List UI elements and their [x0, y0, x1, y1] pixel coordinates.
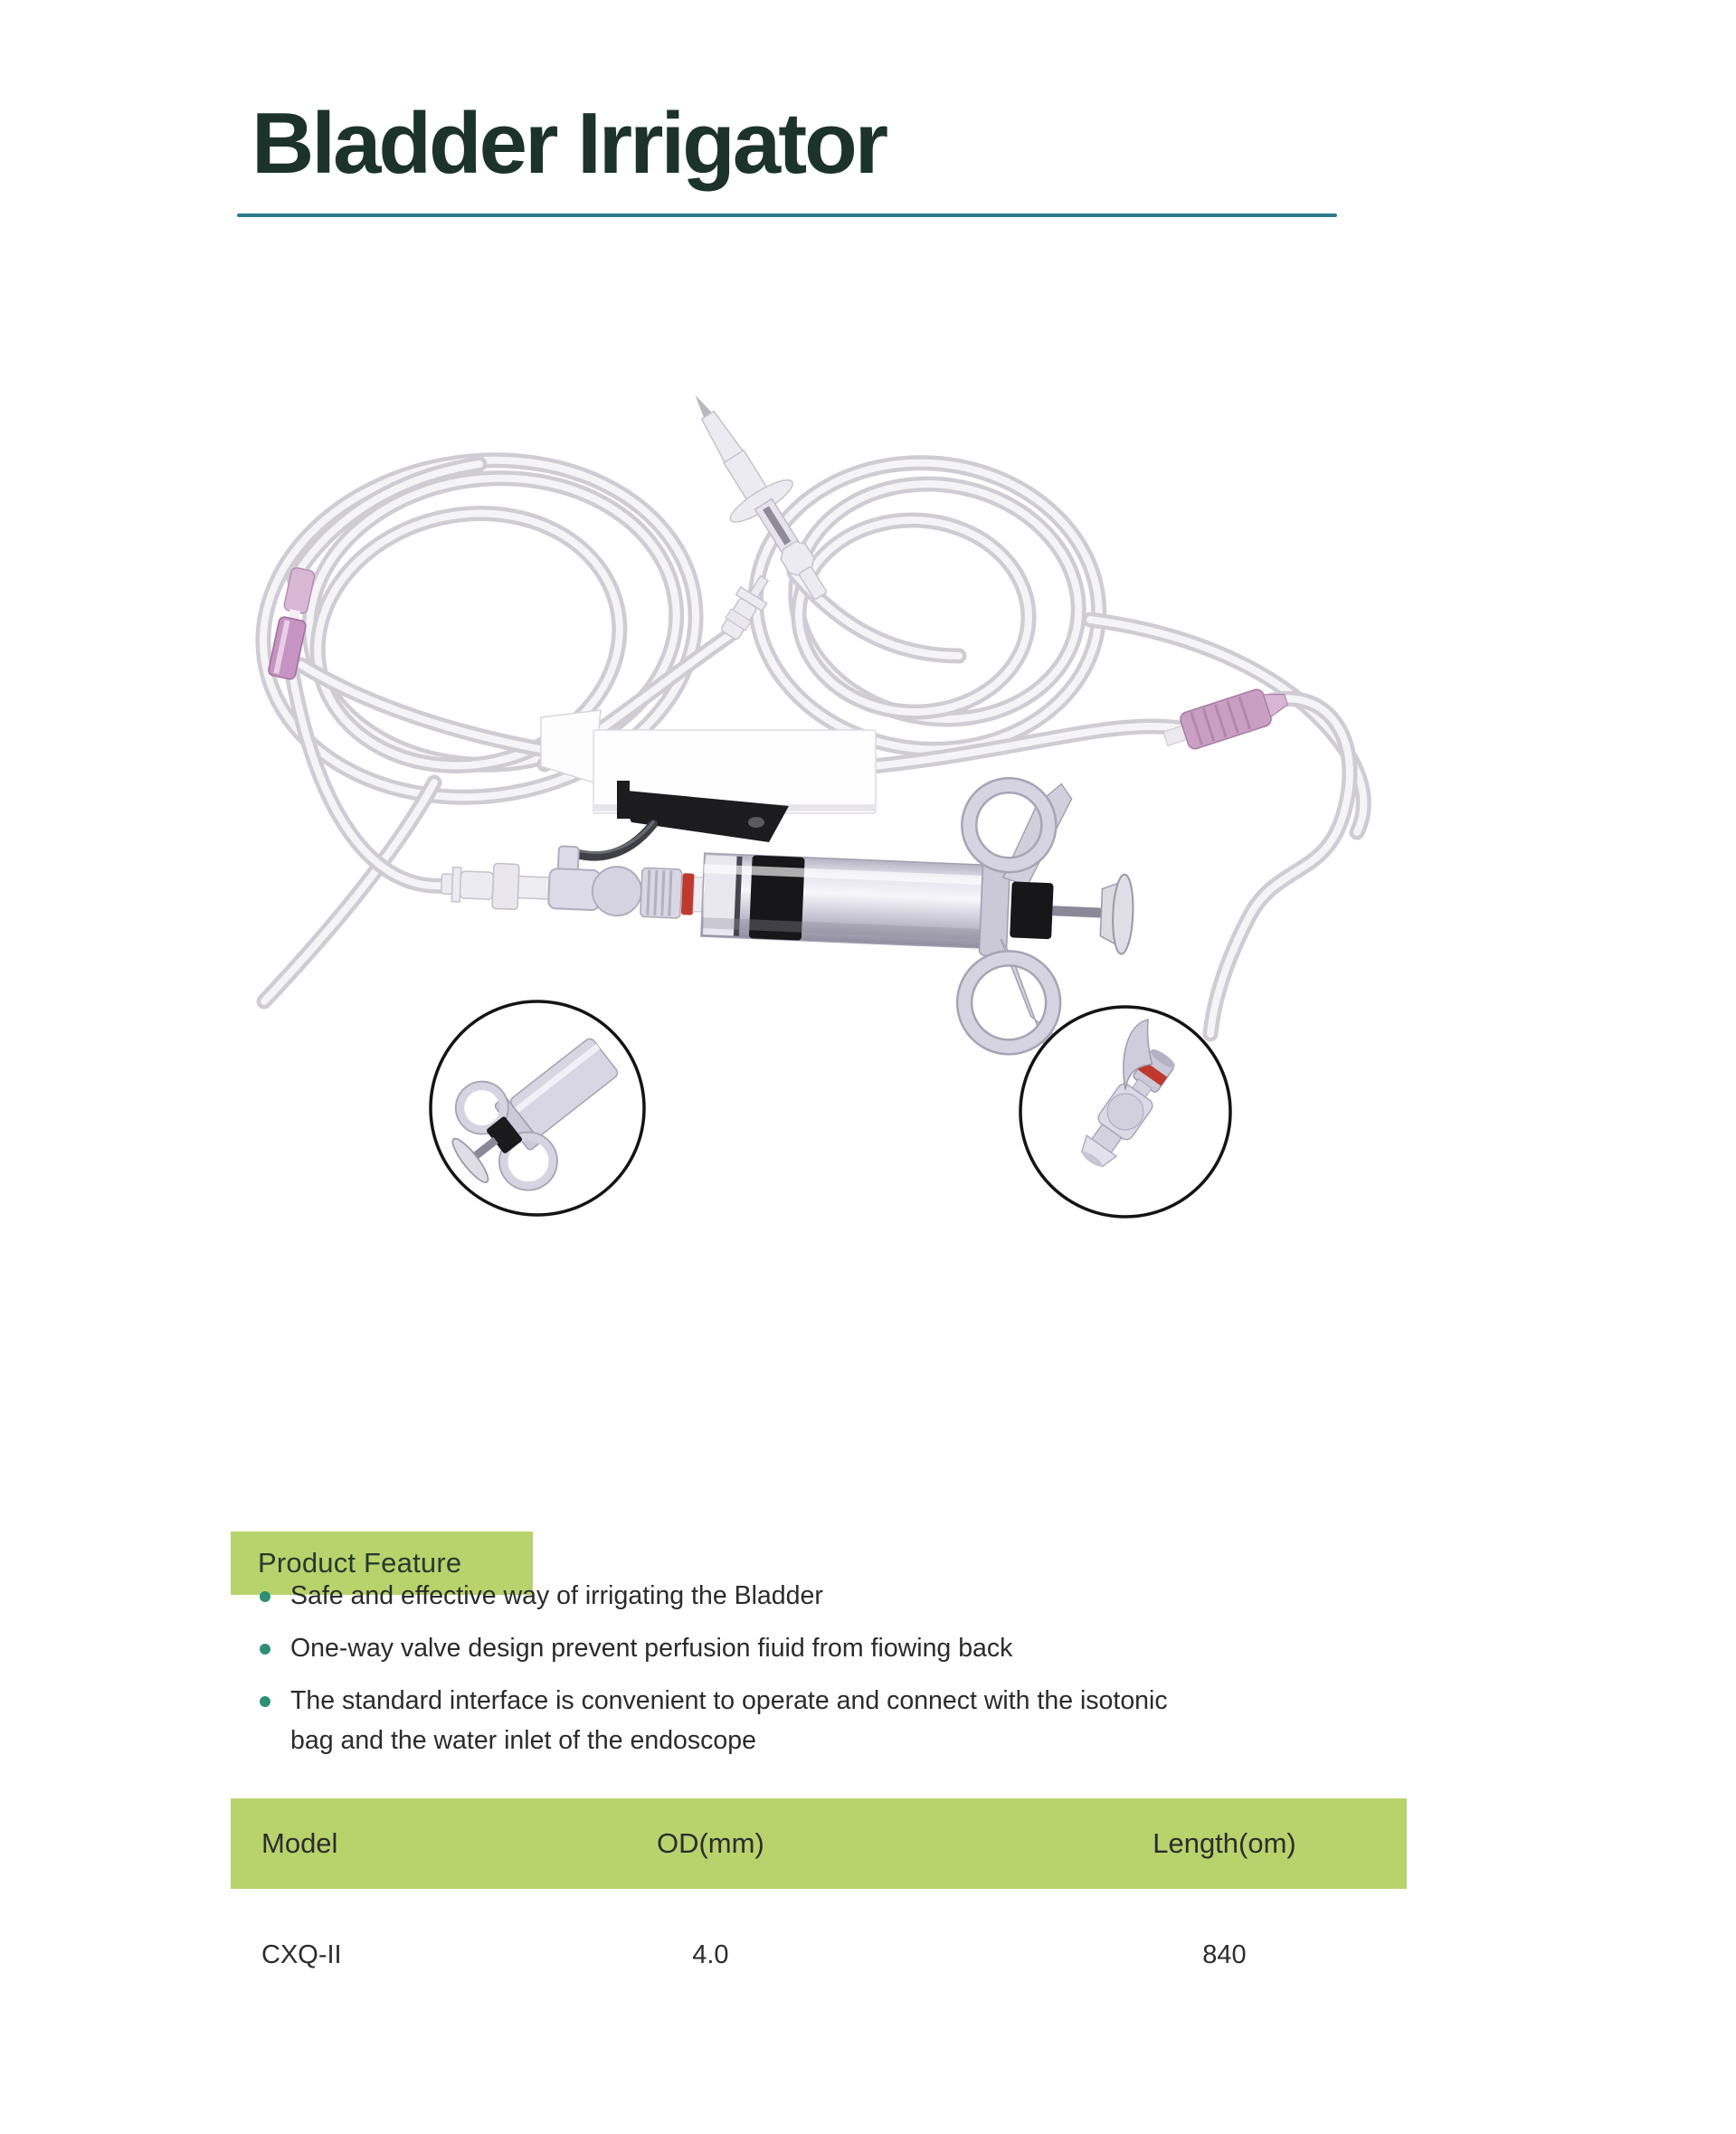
cell-model: CXQ-II [261, 1940, 342, 1969]
product-image [208, 357, 1393, 1271]
pinch-clamp [541, 710, 876, 857]
column-header-od: OD(mm) [656, 1827, 764, 1859]
column-header-model: Model [261, 1827, 338, 1859]
column-header-length: Length(om) [1153, 1827, 1296, 1859]
male-luer-connector [716, 570, 777, 643]
detail-callout-valve [1020, 1007, 1230, 1217]
features-heading-label: Product Feature [258, 1547, 462, 1579]
detail-callout-syringe [427, 1001, 645, 1217]
one-way-valve [441, 841, 705, 919]
spec-table-header [231, 1798, 1407, 1889]
plunger [1010, 869, 1135, 954]
features-list [258, 1576, 1217, 1773]
feature-item: One-way valve design prevent perfusion fiuid from fiowing back [258, 1628, 1217, 1668]
feature-item: The standard interface is convenient to operate and connect with the isotonic bag and the water inlet of the endoscope [258, 1681, 1217, 1760]
tubing-coil-right [742, 446, 1114, 766]
spec-table [231, 1798, 1407, 1978]
red-band [681, 873, 695, 915]
cell-od: 4.0 [692, 1940, 729, 1969]
feature-item: Safe and effective way of irrigating the Bladder [258, 1576, 1217, 1616]
table-row [231, 1932, 1407, 1978]
cell-length: 840 [1202, 1940, 1247, 1969]
title-underline [237, 213, 1337, 217]
page-title: Bladder Irrigator [251, 95, 887, 192]
